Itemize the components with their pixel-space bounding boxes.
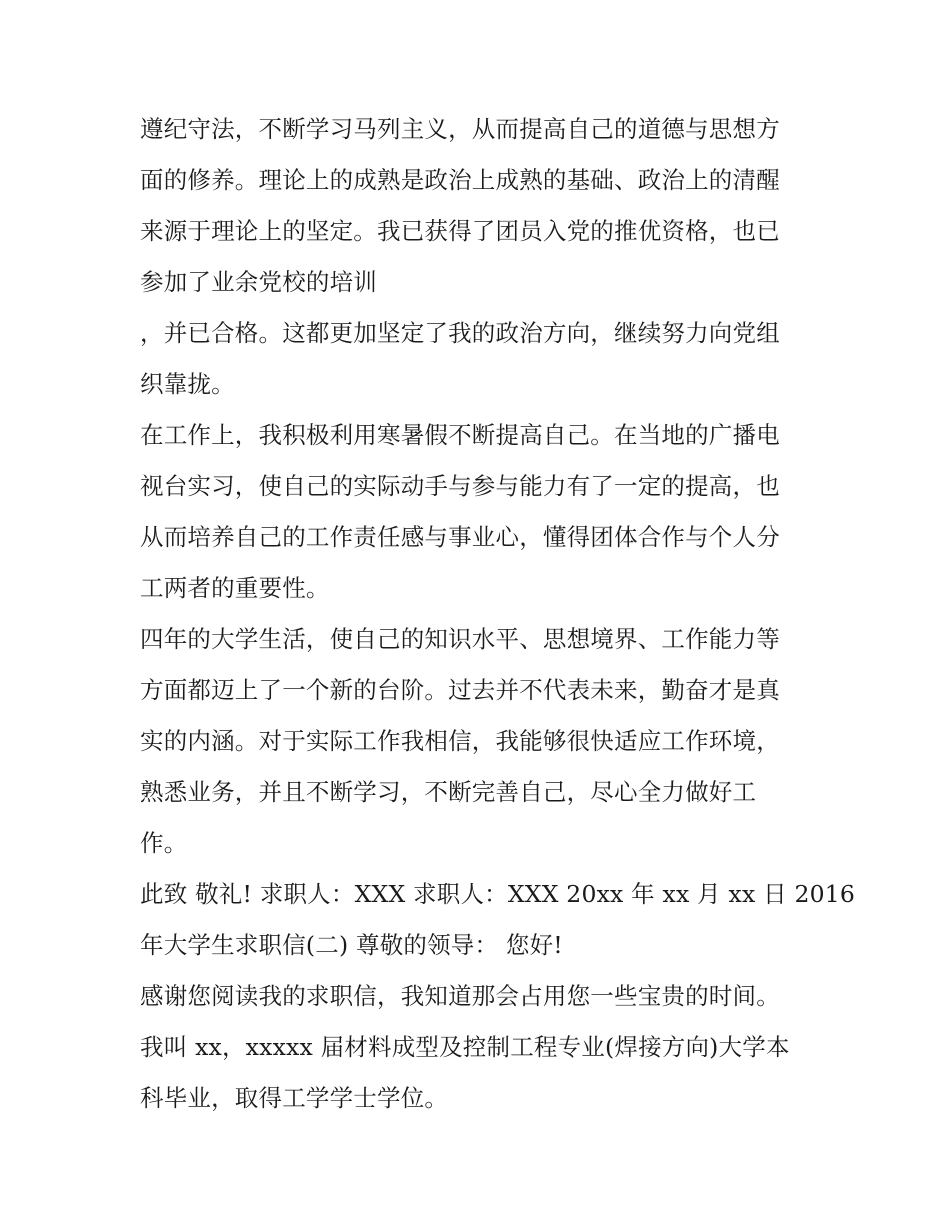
text-line: 熟悉业务，并且不断学习，不断完善自己，尽心全力做好工 [140,778,757,806]
text-line: 从而培养自己的工作责任感与事业心，懂得团体合作与个人分 [140,523,780,551]
text-line: 织靠拢。 [140,370,235,398]
text-line: 年大学生求职信(二) 尊敬的领导： 您好! [140,931,563,959]
text-line: 来源于理论上的坚定。我已获得了团员入党的推优资格，也已 [140,217,780,245]
text-line: 我叫 xx，xxxxx 届材料成型及控制工程专业(焊接方向)大学本 [140,1033,790,1061]
text-line: 感谢您阅读我的求职信，我知道那会占用您一些宝贵的时间。 [140,982,780,1010]
text-line: 实的内涵。对于实际工作我相信，我能够很快适应工作环境， [140,727,780,755]
text-line: 工两者的重要性。 [140,574,330,602]
text-line: 在工作上，我积极利用寒暑假不断提高自己。在当地的广播电 [140,421,780,449]
text-line: 面的修养。理论上的成熟是政治上成熟的基础、政治上的清醒 [140,166,780,194]
text-line: 视台实习，使自己的实际动手与参与能力有了一定的提高，也 [140,472,780,500]
text-line: 参加了业余党校的培训 [140,268,377,296]
text-line: 四年的大学生活，使自己的知识水平、思想境界、工作能力等 [140,625,780,653]
text-line: ，并已合格。这都更加坚定了我的政治方向，继续努力向党组 [140,319,780,347]
text-line: 科毕业，取得工学学士学位。 [140,1084,449,1112]
text-line: 方面都迈上了一个新的台阶。过去并不代表未来，勤奋才是真 [140,676,780,704]
text-line: 此致 敬礼! 求职人：XXX 求职人：XXX 20xx 年 xx 月 xx 日 2016 [140,880,856,908]
text-line: 作。 [140,829,188,857]
document-body [140,104,856,1124]
text-line: 遵纪守法，不断学习马列主义，从而提高自己的道德与思想方 [140,115,780,143]
